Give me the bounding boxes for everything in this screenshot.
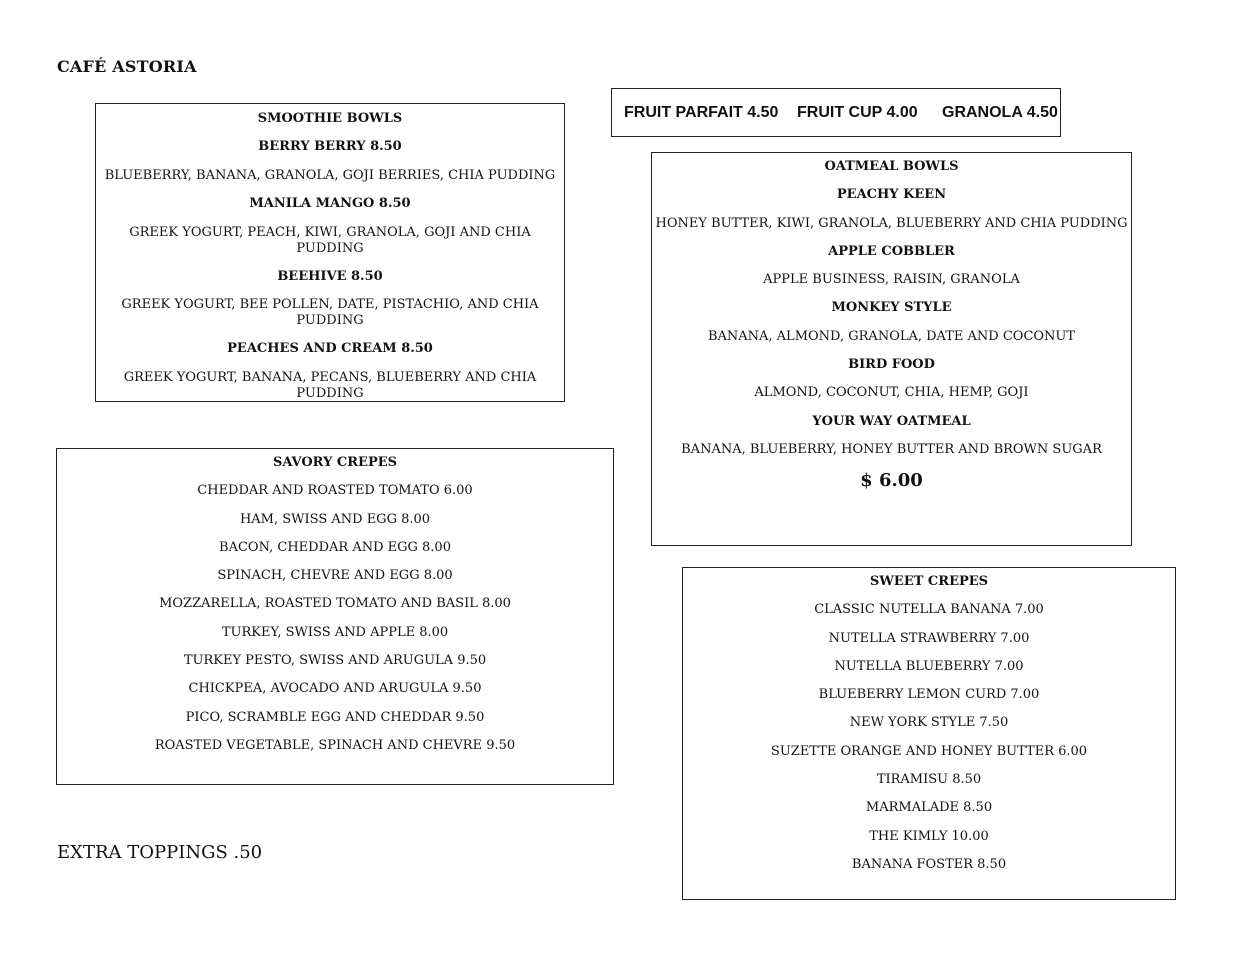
quick-item: FRUIT PARFAIT 4.50: [624, 103, 779, 121]
menu-item: TURKEY, SWISS AND APPLE 8.00: [221, 624, 449, 640]
section-heading: SMOOTHIE BOWLS: [257, 111, 403, 126]
menu-item: TURKEY PESTO, SWISS AND ARUGULA 9.50: [183, 653, 487, 669]
smoothie-bowls-section: [95, 103, 565, 402]
menu-item-description: BLUEBERRY, BANANA, GRANOLA, GOJI BERRIES, CHIA PUDDING: [104, 167, 556, 183]
menu-item-description: BANANA, BLUEBERRY, HONEY BUTTER AND BROWN SUGAR: [681, 441, 1102, 457]
menu-item-name: PEACHY KEEN: [836, 187, 947, 203]
menu-item-description: GREEK YOGURT, BEE POLLEN, DATE, PISTACHIO, AND CHIA PUDDING: [121, 297, 539, 329]
menu-item: NUTELLA STRAWBERRY 7.00: [828, 630, 1030, 646]
menu-item: NEW YORK STYLE 7.50: [849, 715, 1009, 731]
menu-title: CAFÉ ASTORIA: [57, 57, 197, 76]
menu-item-description: BANANA, ALMOND, GRANOLA, DATE AND COCONUT: [707, 328, 1076, 344]
menu-item-description: GREEK YOGURT, BANANA, PECANS, BLUEBERRY AND CHIA PUDDING: [123, 369, 537, 401]
section-heading: SAVORY CREPES: [272, 455, 398, 470]
menu-item: NUTELLA BLUEBERRY 7.00: [834, 658, 1024, 674]
menu-item-description: APPLE BUSINESS, RAISIN, GRANOLA: [763, 272, 1020, 288]
menu-item: CHEDDAR AND ROASTED TOMATO 6.00: [197, 483, 473, 499]
oatmeal-bowls-section: [651, 152, 1132, 546]
menu-item: MOZZARELLA, ROASTED TOMATO AND BASIL 8.00: [159, 596, 511, 612]
menu-item: BANANA FOSTER 8.50: [851, 856, 1007, 872]
section-heading: OATMEAL BOWLS: [824, 159, 959, 174]
menu-item-name: YOUR WAY OATMEAL: [812, 413, 971, 429]
menu-item-name: MONKEY STYLE: [831, 300, 952, 316]
menu-item: ROASTED VEGETABLE, SPINACH AND CHEVRE 9.50: [154, 737, 516, 753]
menu-item: SUZETTE ORANGE AND HONEY BUTTER 6.00: [770, 743, 1088, 759]
menu-item: MARMALADE 8.50: [865, 800, 993, 816]
quick-items-banner: [611, 88, 1061, 137]
menu-item: BLUEBERRY LEMON CURD 7.00: [818, 687, 1040, 703]
sweet-crepes-section: [682, 567, 1176, 900]
menu-item-description: ALMOND, COCONUT, CHIA, HEMP, GOJI: [754, 385, 1029, 401]
menu-item: CLASSIC NUTELLA BANANA 7.00: [814, 602, 1044, 618]
menu-item-name: APPLE COBBLER: [828, 243, 955, 259]
menu-item-name: BEEHIVE 8.50: [277, 268, 383, 284]
menu-item: CHICKPEA, AVOCADO AND ARUGULA 9.50: [188, 681, 482, 697]
menu-item: SPINACH, CHEVRE AND EGG 8.00: [217, 568, 453, 584]
oatmeal-price: $ 6.00: [860, 470, 923, 492]
menu-item: HAM, SWISS AND EGG 8.00: [239, 511, 431, 527]
quick-item: FRUIT CUP 4.00: [797, 103, 918, 121]
section-heading: SWEET CREPES: [869, 574, 989, 589]
menu-item-description: HONEY BUTTER, KIWI, GRANOLA, BLUEBERRY AND CHIA PUDDING: [655, 215, 1128, 231]
menu-item-name: MANILA MANGO 8.50: [249, 196, 411, 212]
savory-crepes-section: [56, 448, 614, 785]
menu-item-description: GREEK YOGURT, PEACH, KIWI, GRANOLA, GOJI AND CHIA PUDDING: [129, 224, 531, 256]
extra-toppings-note: EXTRA TOPPINGS .50: [57, 842, 263, 863]
menu-item-name: BERRY BERRY 8.50: [258, 139, 402, 155]
menu-item: PICO, SCRAMBLE EGG AND CHEDDAR 9.50: [185, 709, 485, 725]
menu-item: THE KIMLY 10.00: [869, 828, 989, 844]
menu-item: BACON, CHEDDAR AND EGG 8.00: [219, 539, 451, 555]
quick-item: GRANOLA 4.50: [942, 103, 1058, 121]
menu-item-name: BIRD FOOD: [848, 357, 935, 373]
menu-item-name: PEACHES AND CREAM 8.50: [227, 341, 433, 357]
menu-item: TIRAMISU 8.50: [876, 772, 982, 788]
